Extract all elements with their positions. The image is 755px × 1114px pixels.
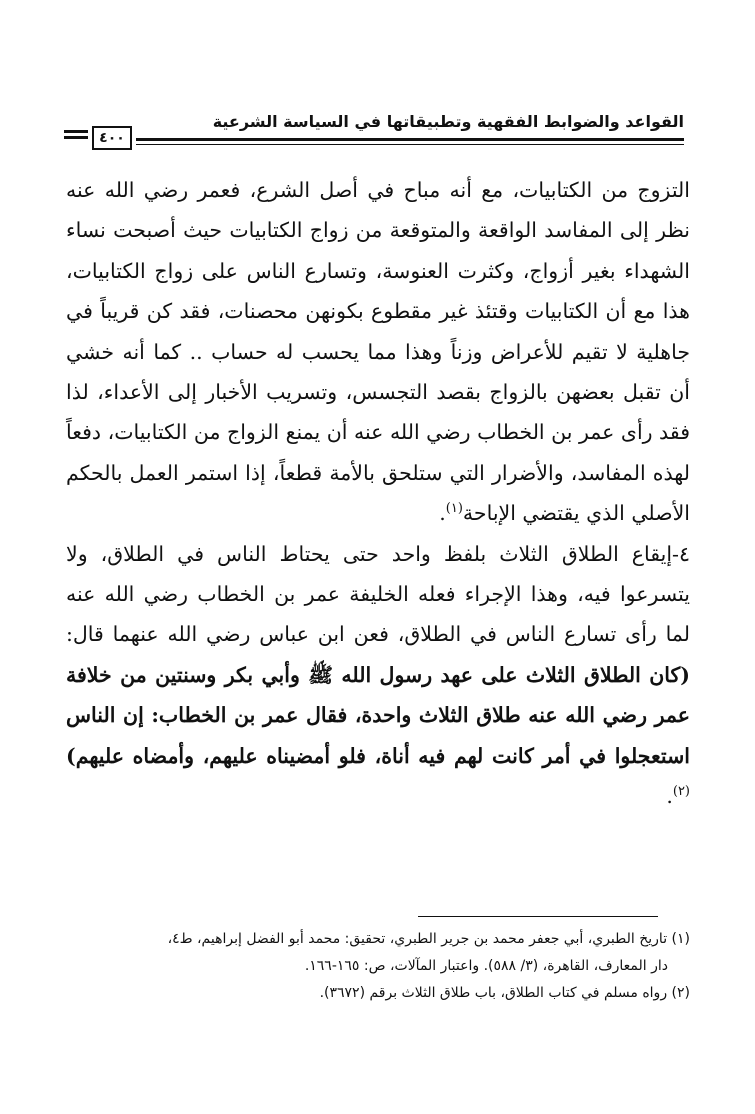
header-rule-thick (136, 138, 684, 141)
running-title: القواعد والضوابط الفقهية وتطبيقاتها في السياسة الشرعية (212, 112, 684, 131)
footnotes (66, 926, 690, 1007)
page-number-marks (64, 130, 88, 142)
paragraph-1-end: . (439, 501, 446, 526)
footnote-separator (418, 916, 658, 917)
footnote-2: (٢) رواه مسلم في كتاب الطلاق، باب طلاق الثلاث برقم (٣٦٧٢). (319, 985, 690, 1001)
footnote-1-line-1: (١) تاريخ الطبري، أبي جعفر محمد بن جرير الطبري، تحقيق: محمد أبو الفضل إبراهيم، ط٤، (167, 931, 690, 947)
paragraph-1-text: التزوج من الكتابيات، مع أنه مباح في أصل الشرع، فعمر رضي الله عنه نظر إلى المفاسد الواقعة والمتوقعة من زواج الكتابيات حيث أصبحت نساء الشهداء بغير أزواج، وكثرت العنوسة، وتسارع الناس على زواج الكتابيات، هذا مع أن الكتابيات وقتئذ غير مقطوع بكونهن محصنات، فقد كن قريباً في جاهلية لا تقيم للأعراض وزناً وهذا مما يحسب له حساب .. كما أنه خشي أن تقبل بعضهن بالزواج بقصد التجسس، وتسريب الأخبار إلى الأعداء، لذا فقد رأى عمر بن الخطاب رضي الله عنه أن يمنع الزواج من الكتابيات، دفعاً لهذه المفاسد، والأضرار التي ستلحق بالأمة قطعاً، إذا استمر العمل بالحكم الأصلي الذي يقتضي الإباحة (66, 178, 690, 526)
paragraph-1 (66, 170, 690, 534)
header-rule-thin (136, 144, 684, 145)
paragraph-2 (66, 534, 690, 817)
footnote-ref-1: (١) (445, 501, 463, 517)
footnote-ref-2: (٢) (672, 784, 690, 800)
footnote-1-line-2: دار المعارف، القاهرة، (٣/ ٥٨٨). واعتبار المآلات، ص: ١٦٥-١٦٦. (304, 958, 668, 974)
hadith-quote: (كان الطلاق الثلاث على عهد رسول الله ﷺ وأبي بكر وسنتين من خلافة عمر رضي الله عنه طلاق الثلاث واحدة، فقال عمر بن الخطاب: إن الناس استعجلوا في أمر كانت لهم فيه أناة، فلو أمضيناه عليهم، وأمضاه عليهم) (66, 662, 690, 768)
page-header (64, 108, 684, 148)
main-text (66, 170, 690, 817)
page-number: ٤٠٠ (92, 126, 132, 150)
paragraph-2-end: . (666, 784, 673, 809)
paragraph-2-intro: ٤-إيقاع الطلاق الثلاث بلفظ واحد حتى يحتاط الناس في الطلاق، ولا يتسرعوا فيه، وهذا الإجراء فعله الخليفة عمر بن الخطاب رضي الله عنه لما رأى تسارع الناس في الطلاق، فعن ابن عباس رضي الله عنهما قال: (66, 541, 690, 647)
